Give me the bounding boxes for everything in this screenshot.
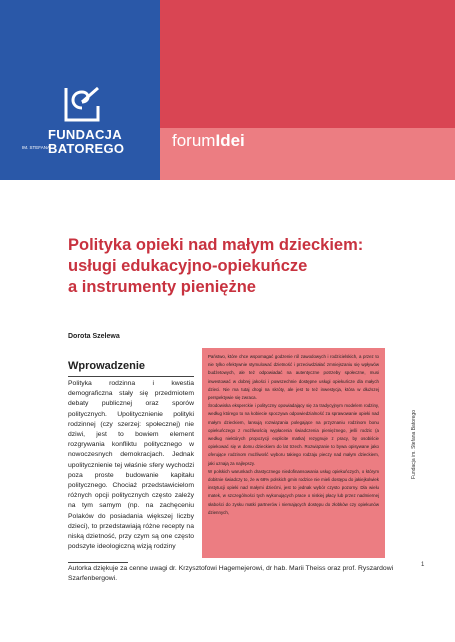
title-line-1: Polityka opieki nad małym dzieckiem: (68, 236, 364, 254)
logo-name-line2: BATOREGO (48, 141, 125, 156)
highlight-paragraph-1: Państwo, które chce wspomagać godzenie ról zawodowych i rodzicielskich, a przez to nie tylko efektywnie stymulować dzietność i przeciwdziałać zmniejszaniu się wpływów budżetowych, ale też odpowiadać na autentyczne potrzeby społeczne, musi inwestować w dobrej jakości i powszechnie dostępne usługi opiekuńcze dla małych dzieci. Nie ma tutaj drogi na skróty, ale jest to też inwestycja, która w dłuższej perspektywie się zwraca. (208, 354, 379, 401)
vertical-publisher-label: Fundacja im. Stefana Batorego (411, 410, 417, 479)
logo-name-line1: FUNDACJA (48, 127, 122, 142)
document-title (68, 235, 398, 298)
title-line-3: a instrumenty pieniężne (68, 278, 256, 296)
footnote-divider (68, 562, 128, 563)
section-divider (68, 376, 194, 377)
intro-column (68, 379, 194, 552)
foundation-logo-icon (60, 82, 104, 126)
author-name: Dorota Szelewa (68, 333, 120, 340)
accent-panel-top (160, 0, 455, 128)
series-name-bold: Idei (215, 131, 245, 150)
footnote: Autorka dziękuje za cenne uwagi dr. Krzysztofowi Hagemejerowi, dr hab. Marii Theiss oraz prof. Ryszardowi Szarfenbergowi. (68, 565, 394, 582)
highlight-paragraph-3: W polskich warunkach drastycznego niedofinansowania usług opiekuńczych, o którym dobitnie świadczy to, że w 68% polskich gmin rodzice nie mieli dostępu do jakiejkolwiek instytucji opieki nad małymi dziećmi, jest to jednak wybór czysto pozorny. Dla wielu matek, w szczególności tych wykonujących prace o niskiej płacy lub przez nadmiernej słabości do zysku matki partnerów i niemających dostępu do złobków czy opiekunów dziennych, (208, 468, 379, 515)
series-name-light: forum (172, 131, 216, 150)
logo-prefix: IM. STEFANA (22, 145, 51, 150)
highlight-text (208, 353, 379, 517)
intro-paragraph: Polityka rodzinna i kwestia demograficzna stały się przedmiotem debaty publicznej oraz sporów politycznych. Upolitycznienie polityki rodzinnej (czy szerzej: społecznej) nie dziwi, jest to bowiem element rozgrywania konfliktu politycznego w nowoczesnych demokracjach. Jednak upolitycznienie tej właśnie sfery wychodzi poza proste budowanie kapitału politycznego. Chociaż przedstawicielom różnych opcji politycznych często zależy na tym samym (np. na zachęceniu Polaków do posiadania większej liczby dzieci), to przedstawiają różne recepty na niską dzietność, przy czym są one często podszyte ideologiczną wizją rodziny (68, 380, 194, 551)
title-line-2: usługi edukacyjno-opiekuńcze (68, 257, 308, 275)
highlight-paragraph-2: Środowiska eksperckie i polityczny opowiadający się za tradycyjnym modelem rodziny, według którego to na kobiecie spoczywa odpowiedzialność za sprawowanie opieki nad małym dzieckiem, lansują rozwiązania polegające na przyznaniu rodzinom bonu opiekuńczego z możliwością wypłacenia świadczenia pieniężnego, jeśli rodzic (a według niektórych propozycji explicite matka) rezygnuje z pracy, by osobiście opiekować się w domu dzieckiem do lat trzech. Rozwiązanie to bywa opisywane jako oferujące rodzinom możliwość wyboru takiego rodzaju pieczy nad małym dzieckiem, jaki uznają za najlepszy. (208, 403, 379, 466)
header-band (0, 0, 455, 180)
page-number: 1 (421, 562, 425, 568)
series-name (172, 131, 245, 151)
section-heading: Wprowadzenie (68, 360, 146, 372)
